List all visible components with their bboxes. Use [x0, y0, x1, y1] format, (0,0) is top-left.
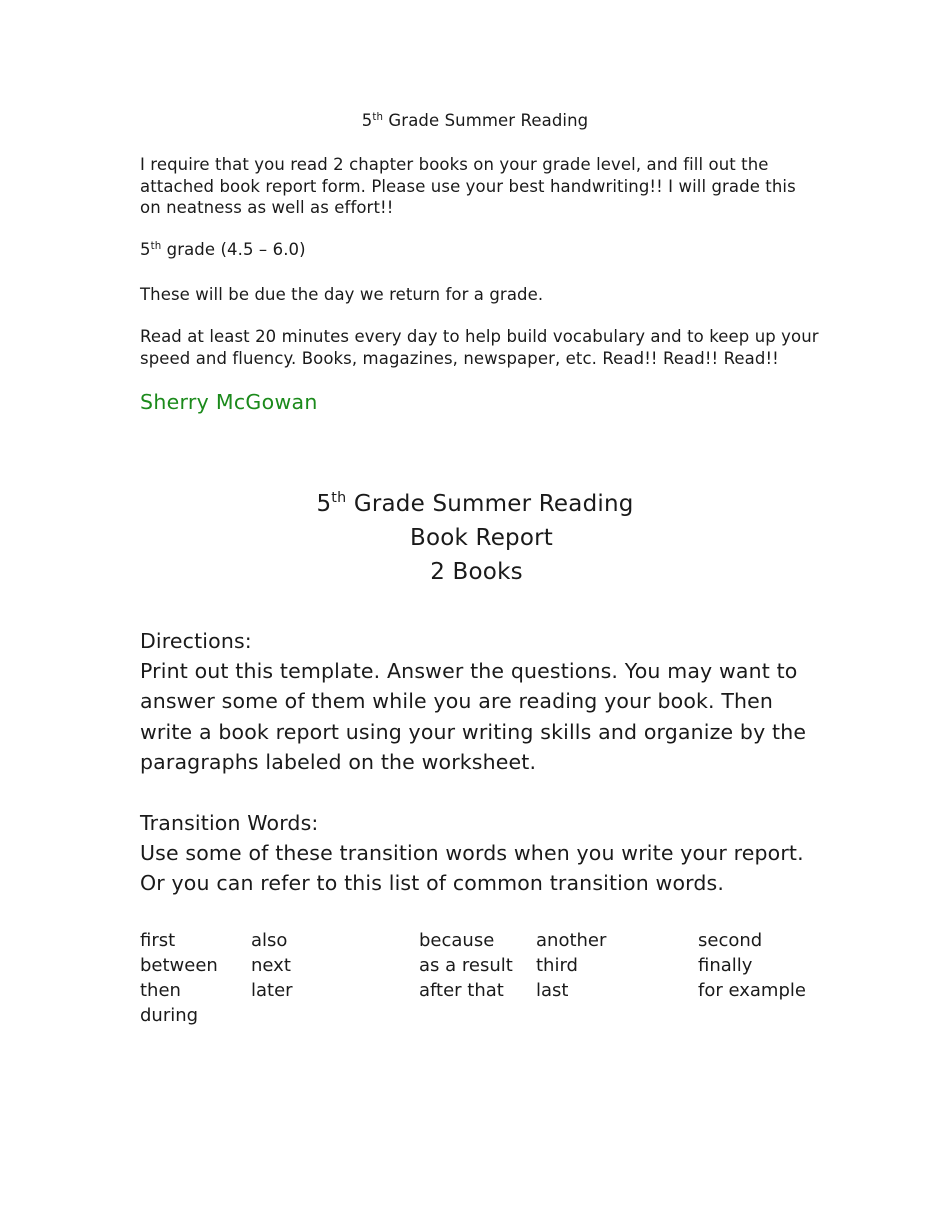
- intro-paragraph: I require that you read 2 chapter books on your grade level, and fill out the attached book report form. Please use your best handwriting!! I will grade this on neatness as well as effort!!: [140, 155, 796, 217]
- report-heading-line2: Book Report: [410, 525, 553, 551]
- transition-word: another: [536, 930, 607, 951]
- directions-label: Directions:: [140, 629, 252, 653]
- transition-word: finally: [698, 955, 753, 976]
- transition-word: third: [536, 955, 578, 976]
- word-column-2: [251, 928, 293, 1003]
- transition-word: later: [251, 980, 293, 1001]
- word-column-4: [536, 928, 606, 1003]
- directions-section: [140, 626, 830, 777]
- grade-range: 5th grade (4.5 – 6.0): [140, 240, 306, 259]
- transition-word: between: [140, 955, 218, 976]
- transition-word: first: [140, 930, 176, 951]
- notice-title: 5th Grade Summer Reading: [361, 111, 589, 130]
- report-heading-line1: 5th Grade Summer Reading: [316, 490, 634, 517]
- due-note: These will be due the day we return for a grade.: [140, 285, 544, 304]
- transition-word: because: [419, 930, 495, 951]
- transition-section: [140, 808, 830, 899]
- report-heading-line3: 2 Books: [430, 559, 523, 585]
- transition-word: second: [698, 930, 763, 951]
- transition-word: for example: [698, 980, 806, 1001]
- directions-text: Print out this template. Answer the questions. You may want to answer some of them while you are reading your book. Then write a book report using your writing skills and organize by the paragraphs labeled on the worksheet.: [140, 659, 807, 774]
- word-column-5: [698, 928, 806, 1003]
- book-report-heading: [0, 487, 950, 589]
- transition-label: Transition Words:: [140, 811, 319, 835]
- teacher-signature: Sherry McGowan: [140, 390, 318, 414]
- transition-word: after that: [419, 980, 504, 1001]
- transition-word: then: [140, 980, 181, 1001]
- transition-word: next: [251, 955, 291, 976]
- word-column-1: [140, 928, 218, 1028]
- read-daily-paragraph: Read at least 20 minutes every day to help build vocabulary and to keep up your speed and fluency. Books, magazines, newspaper, etc. Read!! Read!! Read!!: [140, 327, 819, 368]
- transition-word: also: [251, 930, 288, 951]
- transition-text: Use some of these transition words when you write your report. Or you can refer to this list of common transition words.: [140, 841, 804, 896]
- word-column-3: [419, 928, 513, 1003]
- transition-word: last: [536, 980, 569, 1001]
- transition-word: during: [140, 1005, 199, 1026]
- transition-word: as a result: [419, 955, 513, 976]
